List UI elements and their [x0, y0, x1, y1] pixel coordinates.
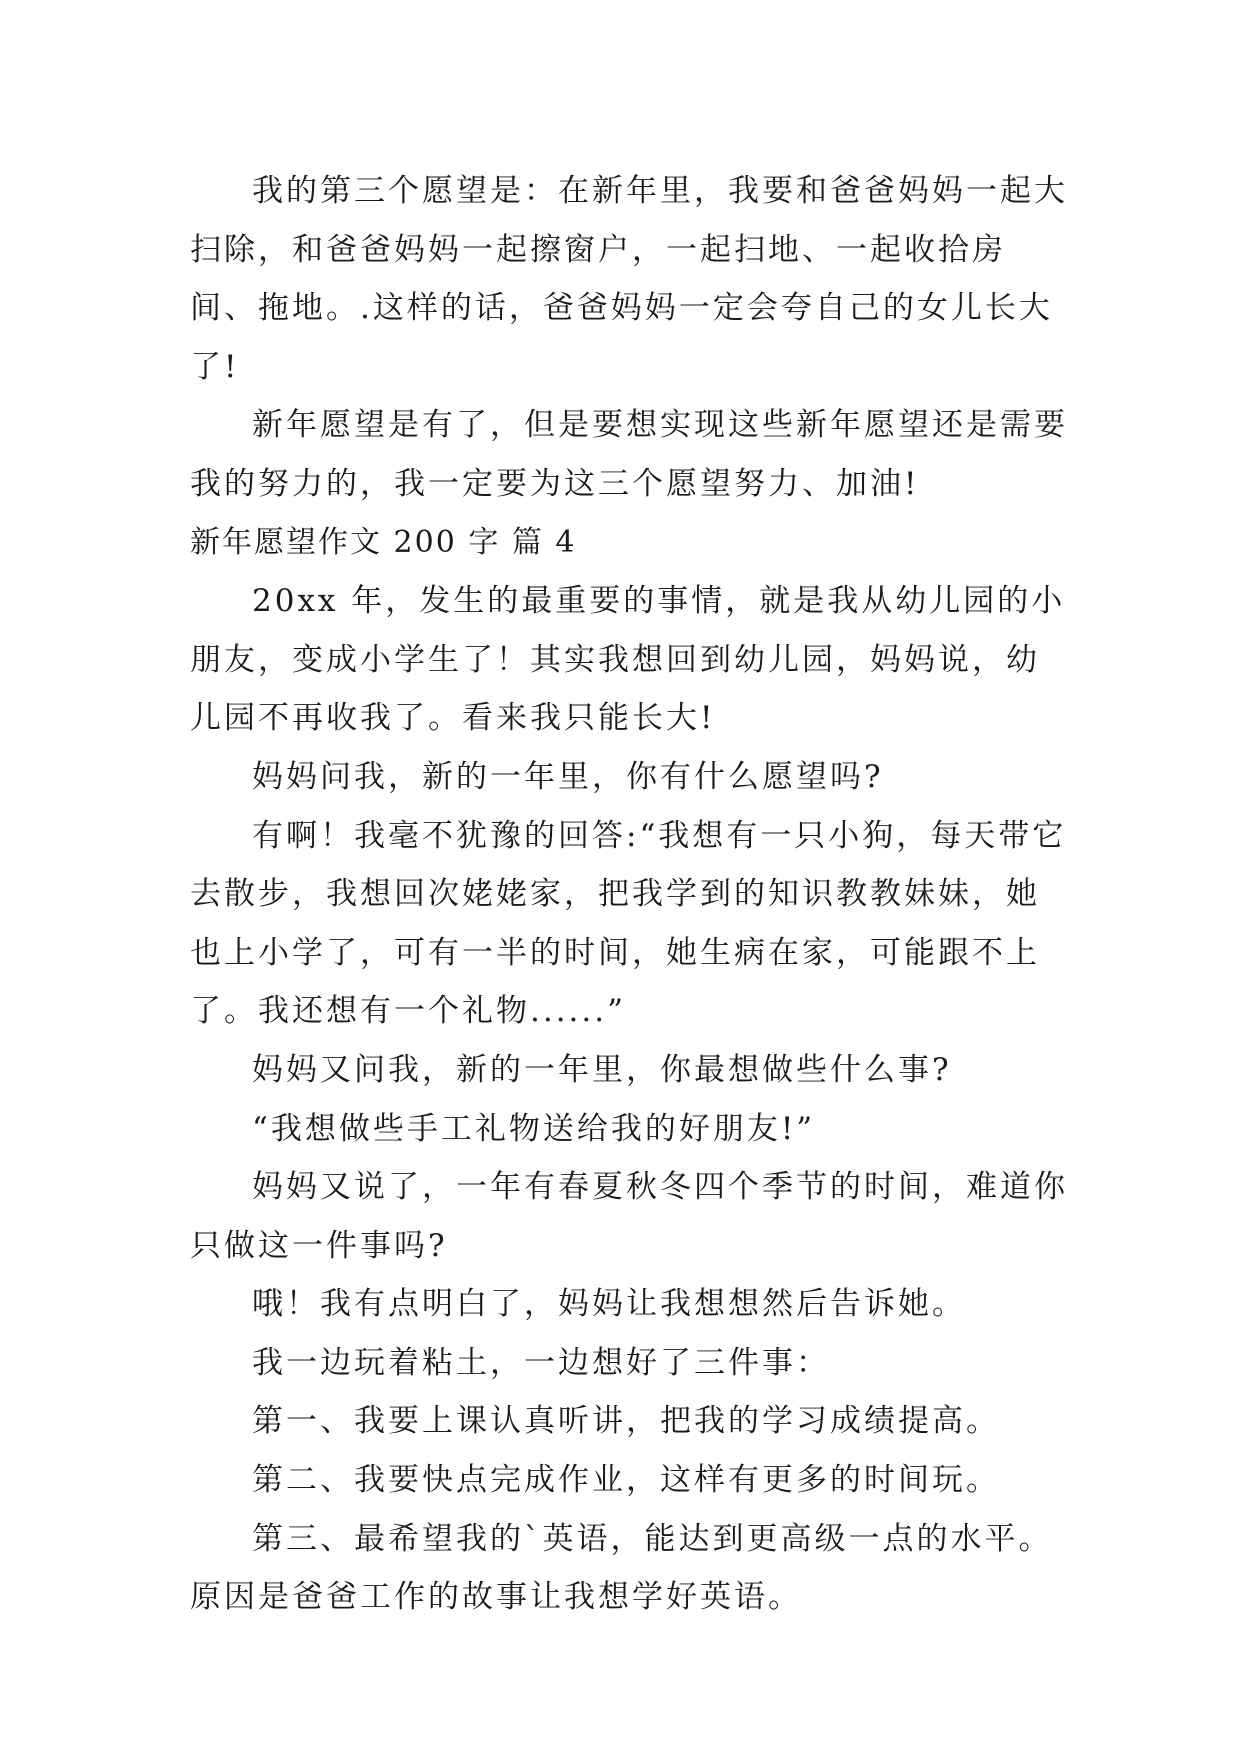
paragraph-graduation: 20xx 年，发生的最重要的事情，就是我从幼儿园的小朋友，变成小学生了！其实我想回到幼儿园，妈妈说，幼儿园不再收我了。看来我只能长大! [190, 583, 1066, 737]
paragraph-understand: 哦！我有点明白了，妈妈让我想想然后告诉她。 [252, 1286, 966, 1323]
paragraph-seasons: 妈妈又说了，一年有春夏秋冬四个季节的时间，难道你只做这一件事吗? [190, 1169, 1068, 1264]
essay-body [190, 162, 1070, 1627]
paragraph-three-things: 我一边玩着粘土，一边想好了三件事： [252, 1344, 830, 1381]
paragraph-gift-reply: “我想做些手工礼物送给我的好朋友!” [252, 1110, 816, 1147]
paragraph-mom-asks: 妈妈问我，新的一年里，你有什么愿望吗? [252, 758, 884, 795]
paragraph-first: 第一、我要上课认真听讲，把我的学习成绩提高。 [252, 1403, 1000, 1440]
section-heading: 新年愿望作文 200 字 篇 4 [190, 524, 577, 560]
paragraph-second: 第二、我要快点完成作业，这样有更多的时间玩。 [252, 1462, 1000, 1499]
paragraph-third-wish: 我的第三个愿望是：在新年里，我要和爸爸妈妈一起大扫除，和爸爸妈妈一起擦窗户，一起扫地、一起收拾房间、拖地。.这样的话，爸爸妈妈一定会夸自己的女儿长大了! [190, 173, 1068, 385]
paragraph-mom-asks-again: 妈妈又问我，新的一年里，你最想做些什么事? [252, 1051, 952, 1088]
paragraph-answer: 有啊！我毫不犹豫的回答:“我想有一只小狗，每天带它去散步，我想回次姥姥家，把我学到的知识教教妹妹，她也上小学了，可有一半的时间，她生病在家，可能跟不上了。我还想有一个礼物......” [190, 817, 1067, 1030]
paragraph-third: 第三、最希望我的`英语，能达到更高级一点的水平。原因是爸爸工作的故事让我想学好英语。 [190, 1520, 1053, 1616]
paragraph-effort: 新年愿望是有了，但是要想实现这些新年愿望还是需要我的努力的，我一定要为这三个愿望努力、加油! [190, 407, 1068, 502]
